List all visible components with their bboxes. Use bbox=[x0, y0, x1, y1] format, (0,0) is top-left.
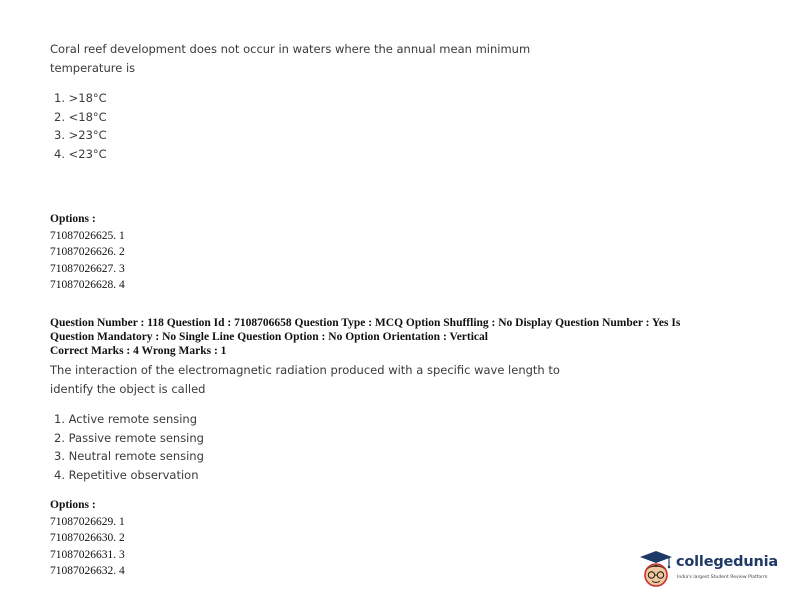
question-2-choices bbox=[54, 410, 204, 484]
question-2-meta bbox=[50, 316, 680, 358]
question-2-line-2: identify the object is called bbox=[50, 382, 206, 396]
question-2-line-1: The interaction of the electromagnetic radiation produced with a specific wave length to bbox=[50, 363, 560, 377]
student-mascot-icon bbox=[636, 548, 676, 592]
question-2-text bbox=[50, 361, 560, 399]
meta-line-3: Correct Marks : 4 Wrong Marks : 1 bbox=[50, 345, 227, 357]
options-heading: Options : bbox=[50, 213, 96, 225]
question-1-options-block bbox=[50, 211, 125, 294]
option-id-item: 71087026632. 4 bbox=[50, 565, 125, 577]
choice-item: 3. Neutral remote sensing bbox=[54, 449, 204, 463]
meta-line-2: Question Mandatory : No Single Line Question Option : No Option Orientation : Vertical bbox=[50, 331, 488, 343]
choice-item: 4. <23°C bbox=[54, 146, 107, 161]
option-id-item: 71087026626. 2 bbox=[50, 246, 125, 258]
options-heading: Options : bbox=[50, 499, 96, 511]
option-id-item: 71087026630. 2 bbox=[50, 532, 125, 544]
choice-item: 3. >23°C bbox=[54, 128, 107, 142]
question-1-line-2: temperature is bbox=[50, 61, 136, 75]
question-2-options-block bbox=[50, 497, 125, 580]
option-id-item: 71087026629. 1 bbox=[50, 515, 125, 528]
choice-item: 1. Active remote sensing bbox=[54, 412, 198, 426]
choice-item: 1. >18°C bbox=[54, 91, 107, 105]
meta-line-1: Question Number : 118 Question Id : 7108706658 Question Type : MCQ Option Shuffling : No Display Question Number : Yes Is bbox=[50, 317, 681, 329]
choice-item: 4. Repetitive observation bbox=[54, 467, 199, 482]
option-id-item: 71087026627. 3 bbox=[50, 262, 125, 275]
question-1-line-1: Coral reef development does not occur in waters where the annual mean minimum bbox=[50, 42, 531, 56]
collegedunia-logo bbox=[636, 548, 786, 592]
option-id-item: 71087026625. 1 bbox=[50, 229, 125, 242]
choice-item: 2. <18°C bbox=[54, 109, 107, 124]
logo-wordmark: collegedunia bbox=[676, 554, 778, 570]
option-id-item: 71087026628. 4 bbox=[50, 279, 125, 291]
choice-item: 2. Passive remote sensing bbox=[54, 430, 204, 445]
option-id-item: 71087026631. 3 bbox=[50, 548, 125, 561]
question-1-choices bbox=[54, 89, 107, 163]
question-1-text bbox=[50, 40, 530, 78]
logo-tagline: India's largest Student Review Platform bbox=[677, 575, 768, 580]
